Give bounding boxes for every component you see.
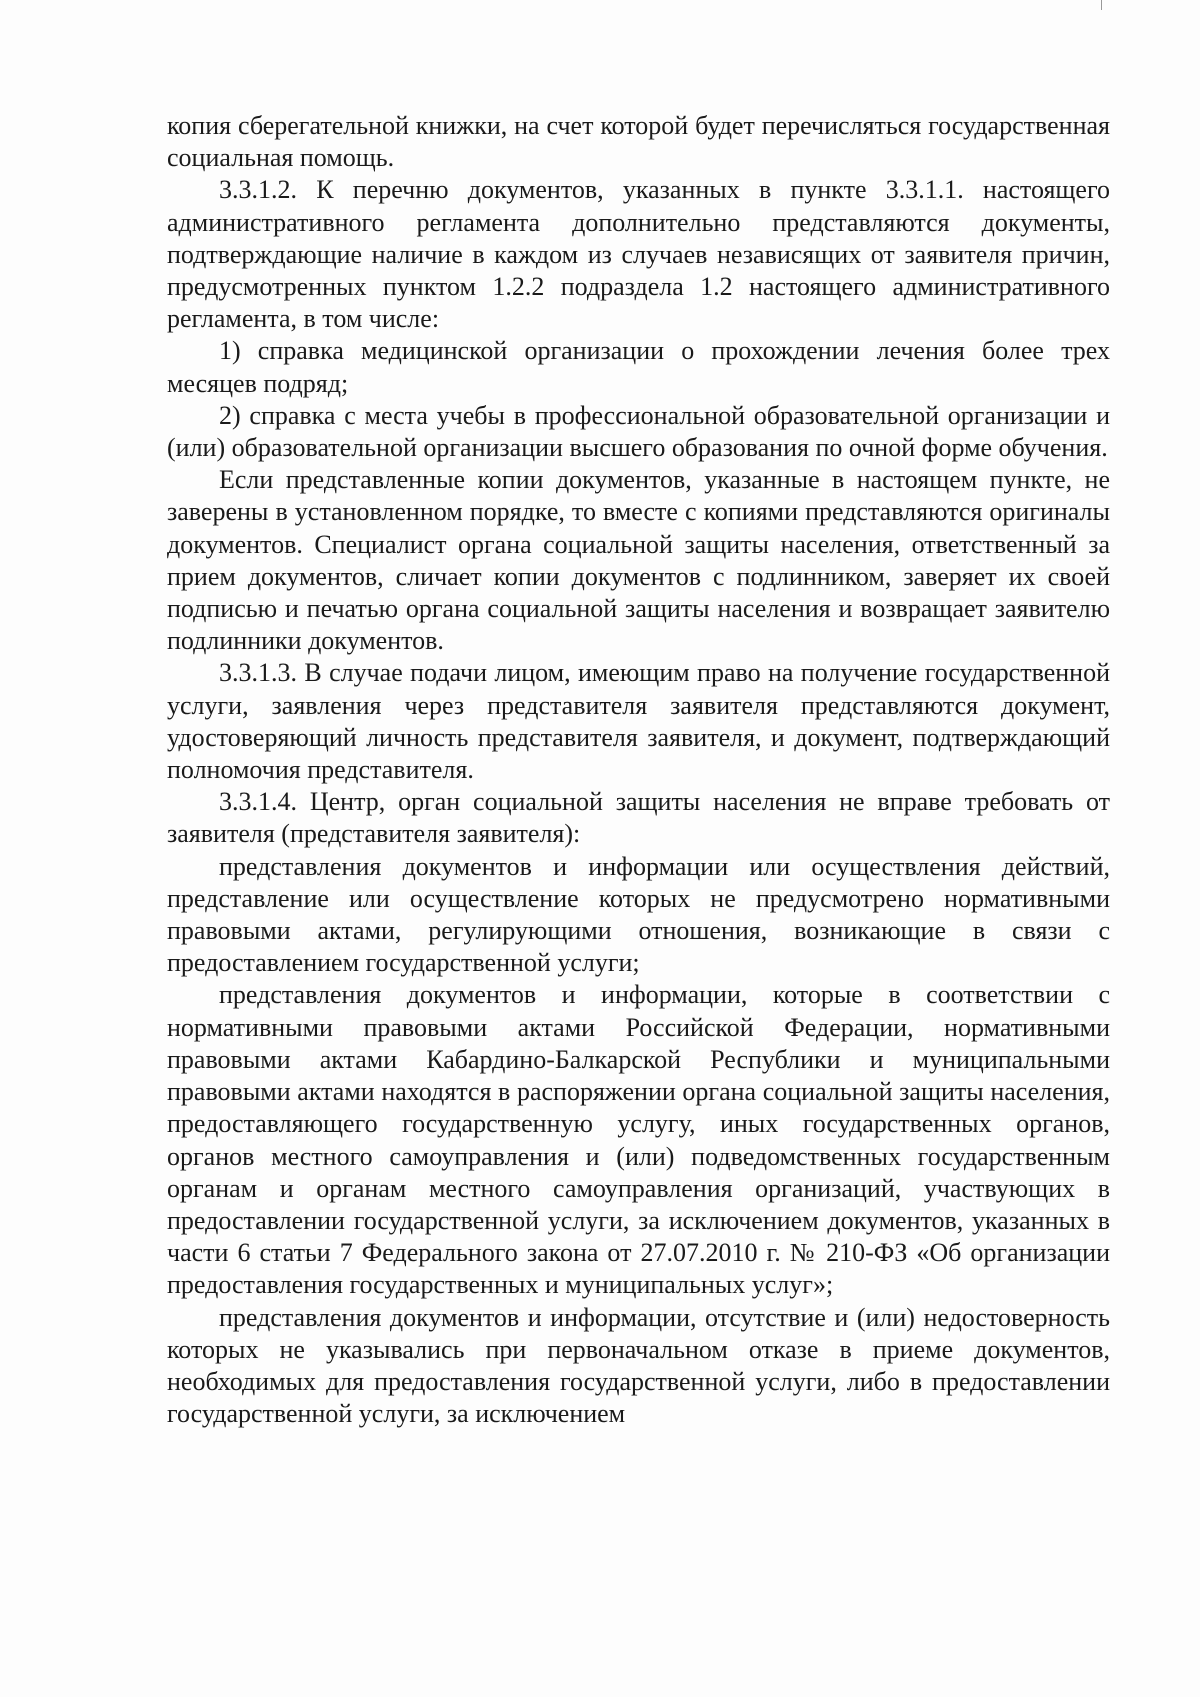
paragraph-6: 3.3.1.3. В случае подачи лицом, имеющим право на получение государственной услуги, заявления через представителя заявителя представляются документ, удостоверяющий личность представителя заявителя, и документ, подтверждающий полномочия представителя.: [167, 658, 1110, 785]
paragraph-3: 1) справка медицинской организации о прохождении лечения более трех месяцев подряд;: [167, 336, 1110, 398]
scan-artifact-mark: [1101, 0, 1102, 10]
paragraph-5: Если представленные копии документов, указанные в настоящем пункте, не заверены в установленном порядке, то вместе с копиями представляются оригиналы документов. Специалист органа социальной защиты населения, ответственный за прием документов, сличает копии документов с подлинником, заверяет их своей подписью и печатью органа социальной защиты населения и возвращает заявителю подлинники документов.: [167, 465, 1110, 656]
paragraph-1: копия сберегательной книжки, на счет которой будет перечисляться государственная социальная помощь.: [167, 111, 1110, 173]
paragraph-10: представления документов и информации, отсутствие и (или) недостоверность которых не указывались при первоначальном отказе в приеме документов, необходимых для предоставления государственной услуги, либо в предоставлении государственной услуги, за исключением: [167, 1302, 1110, 1429]
paragraph-4: 2) справка с места учебы в профессиональной образовательной организации и (или) образовательной организации высшего образования по очной форме обучения.: [167, 400, 1110, 463]
paragraph-8: представления документов и информации или осуществления действий, представление или осуществление которых не предусмотрено нормативными правовыми актами, регулирующими отношения, возникающие в связи с предоставлением государственной услуги;: [167, 851, 1110, 978]
paragraph-7: 3.3.1.4. Центр, орган социальной защиты населения не вправе требовать от заявителя (представителя заявителя):: [167, 787, 1110, 849]
paragraph-2: 3.3.1.2. К перечню документов, указанных в пункте 3.3.1.1. настоящего административного регламента дополнительно представляются документы, подтверждающие наличие в каждом из случаев независящих от заявителя причин, предусмотренных пунктом 1.2.2 подраздела 1.2 настоящего административного регламента, в том числе:: [167, 175, 1110, 334]
paragraph-9: представления документов и информации, которые в соответствии с нормативными правовыми актами Российской Федерации, нормативными правовыми актами Кабардино-Балкарской Республики и муниципальными правовыми актами находятся в распоряжении органа социальной защиты населения, предоставляющего государственную услугу, иных государственных органов, органов местного самоуправления и (или) подведомственных государственным органам и органам местного самоуправления организаций, участвующих в предоставлении государственной услуги, за исключением документов, указанных в части 6 статьи 7 Федерального закона от 27.07.2010 г. № 210-ФЗ «Об организации предоставления государственных и муниципальных услуг»;: [167, 980, 1110, 1300]
document-body: [167, 110, 1110, 1430]
